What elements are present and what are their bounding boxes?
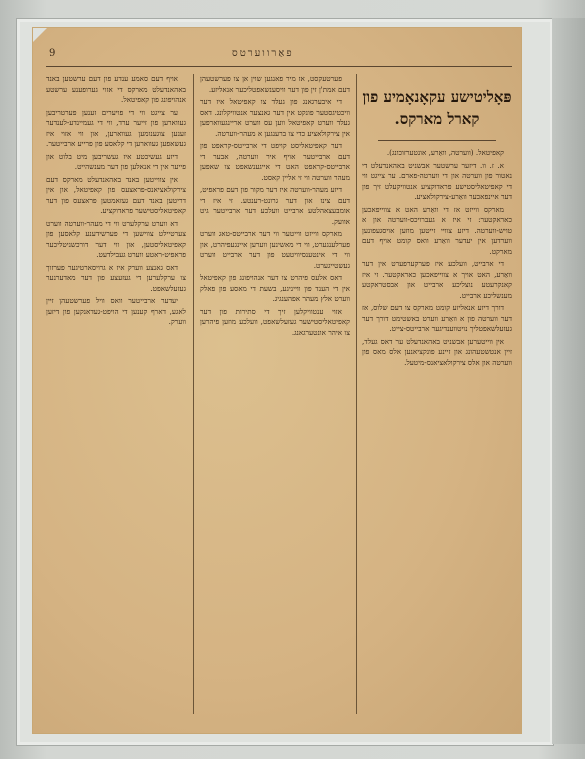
paragraph: דער קאפיטאליסט קויפט די ארבייטס-קראפט פון דעם ארבייטער אויף איר ווערטה, אבער די ארבייטס-קראפט האט די אייגענשאפט צו שאפען מעהר ווערטה ווי זי אליין קאסט. <box>200 141 350 182</box>
paragraph: מארקס ווייזט ווייטער ווי דער ארבייטס-טאג ווערט פערלענגערט, ווי די מאשינען ווערען איינגעפיהרט, און ווי די אינטענסיוויטעט פון דער ארבייט ווערט געשטייגערט. <box>200 229 350 270</box>
sleeve-edge <box>552 18 585 744</box>
column-middle <box>200 74 350 714</box>
paragraph: דאס גאנצע ווערק איז א גרויסארטיגער פערזוך צו ערקלערען די געזעצע פון דער מאדערנער געזעלשאפט. <box>46 262 186 293</box>
column-rule <box>193 74 194 714</box>
title-rule <box>378 140 496 141</box>
journal-name: פאַרווערטס <box>232 48 294 59</box>
paragraph: א. ז. וו. דיזער ערשטער אבשניט באהאנדעלט די נאטור פון ווערטה און די ווערטה-פארם. ער צייגט ווי די קאפיטאליסטישע פראדוקציע אנטוויקעלט זיך פון דער איינפאכער וואַרע-צירקולאציע. <box>362 160 512 201</box>
paragraph: די איבערגאנג פון געלד צו קאפיטאל איז דער וויכטיגסטער פונקט אין דער גאנצער אנטוויקלונג. דאס געלד ווערט קאפיטאל ווען עס ווערט אריינגעווארפען אין צירקולאציע כדי צו ברענגען א מעהר-ווערטה. <box>200 97 350 138</box>
paragraph: מארקס ווייזט אז די וואַרע האט א צווייפאכען כאראקטער: זי איז א געברויכס-ווערטה און א טויש-ווערטה. דיזע צוויי זייטען מוזען אויסגעפונען ווערדען אין יעדער וואַרע וואס קומט אויף דעם מארקט. <box>362 204 512 256</box>
column-right <box>362 148 512 714</box>
header-rule <box>46 66 512 67</box>
paragraph: ער צייגט ווי די פויערים זענען פערטריבען געווארען פון זייער ערד, ווי די געמיינדע-לענדער זענען צוגענומען געווארען, און ווי אזוי איז געשאפען געווארען די קלאסע פון פרייע ארבייטער. <box>46 107 186 148</box>
paragraph: דא ווערט ערקלערט ווי די מעהר-ווערטה ווערט צערטיילט צווישען די פערשידענע קלאסען פון קאפיטאליסטען, און ווי דער דורכשניטליכער פראפיט-ראטע ווערט געבילדעט. <box>46 218 186 259</box>
paragraph: אזוי ענטוויקלען זיך די סתירות פון דער קאפיטאליסטישער געזעלשאפט, וועלכע מוזען פיהרען צו איהר אונטערגאנג. <box>200 306 350 337</box>
paragraph: אויף דעם סאמע ענדע פון דעם ערשטען באנד באהאנדעלט מארקס די אזוי גערופענע ערשטע אנהויפונג פון קאפיטאל. <box>46 74 186 104</box>
paragraph: אין צווייטען באנד באהאנדעלט מארקס דעם צירקולאציאנס-פראצעס פון קאפיטאל, און אין דריטען באנד דעם געזאמטען פראצעס פון דער קאפיטאליסטישער פראדוקציע. <box>46 174 186 215</box>
paragraph: קאפיטאל. (ווערטה, וואַרע, אונטערזוכונג). <box>386 148 504 157</box>
paragraph: אין ווייטערען אבשניט באהאנדעלט ער דאס געלד, זיין אנטשטעהונג און זיינע פונקציאנען אלס מאס פון ווערטה און אלס צירקולאציאנס-מיטעל. <box>362 336 512 367</box>
page-number: 9 <box>49 48 56 59</box>
paragraph: דאס אלעס פיהרט צו דער אנהויפונג פון קאפיטאל אין די הענד פון ווייניגע, בשעת די מאסע פון פאלק ווערט אלץ מעהר אפהענגיג. <box>200 273 350 303</box>
paragraph: דיזע מעהר-ווערטה איז דער מקור פון דעם פראפיט, דעם צינז און דער גרונט-רענטע. זי איז די אומבעצאהלטע ארבייט וועלכע דער ארבייטער גיט אוועק. <box>200 185 350 226</box>
paragraph: יעדער ארבייטער וואס וויל פערשטעהן זיין לאגע, דארף קענען די הויפט-געדאנקען פון דיזען ווערק. <box>46 296 186 326</box>
paragraph: דיזע געשיכטע איז געשריבען מיט בלוט און פייער אין די אנאלען פון דער מענשהייט. <box>46 151 186 171</box>
article-title: פּאָליטישע עקאָנאָמיע פון קארל מארקס. <box>362 88 512 128</box>
column-left <box>46 74 186 714</box>
paragraph: די ארבייט, וועלכע איז פערקערפערט אין דער וואַרע, האט אויך א צווייפאכען כאראקטער. זי איז קאנקרעטע נוצליכע ארבייט און אבסטראקטע מענשליכע ארבייט. <box>362 259 512 300</box>
paragraph: פערטעקסט, אז מיר פאנגען שוין אן צו פערשטעהן דעם אמת'ן זין פון דער וויסענשאפטליכער אנאליזע. <box>200 74 350 94</box>
column-rule <box>356 74 357 714</box>
paragraph: דורך דיזע אנאליזע קומט מארקס צו דעם שלוס, אז דער ווערטה פון א וואַרע ווערט באשטימט דורך דער געזעלשאפטליך נויטווענדיגער ארבייטס-צייט. <box>362 303 512 333</box>
